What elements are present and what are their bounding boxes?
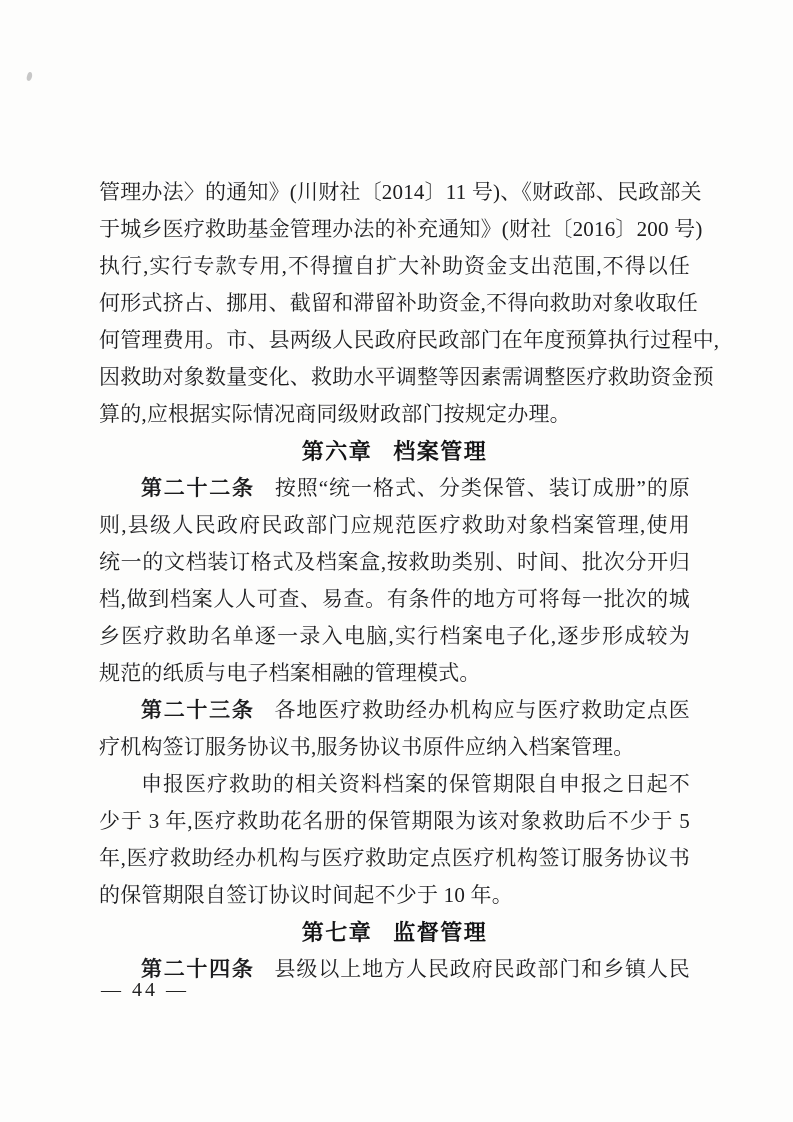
article-text: 各地医疗救助经办机构应与医疗救助定点医 — [274, 698, 690, 722]
text-line — [99, 692, 690, 729]
chapter-title: 监督管理 — [393, 920, 488, 945]
text-line: 因救助对象数量变化、救助水平调整等因素需调整医疗救助资金预 — [99, 365, 714, 389]
text-line — [99, 470, 690, 507]
article-number: 第二十四条 — [141, 958, 255, 981]
chapter-number: 第七章 — [301, 920, 373, 945]
text-line: 疗机构签订服务协议书,服务协议书原件应纳入档案管理。 — [99, 735, 635, 759]
chapter-number: 第六章 — [301, 439, 373, 464]
text-line: 的保管期限自签订协议时间起不少于 10 年。 — [99, 883, 513, 907]
page-number: — 44 — — [101, 979, 189, 1001]
text-line: 执行,实行专款专用,不得擅自扩大补助资金支出范围,不得以任 — [99, 254, 690, 278]
text-line: 何形式挤占、挪用、截留和滞留补助资金,不得向救助对象收取任 — [99, 291, 699, 315]
text-line: 算的,应根据实际情况商同级财政部门按规定办理。 — [99, 402, 571, 426]
article-text: 按照“统一格式、分类保管、装订成册”的原 — [274, 476, 691, 500]
text-line: 申报医疗救助的相关资料档案的保管期限自申报之日起不 — [141, 772, 690, 796]
article-text: 县级以上地方人民政府民政部门和乡镇人民 — [274, 957, 690, 981]
chapter-heading-archive-management — [99, 433, 690, 470]
document-text-block — [99, 174, 720, 988]
text-line: 于城乡医疗救助基金管理办法的补充通知》(财社〔2016〕200 号) — [99, 217, 703, 241]
text-line: 少于 3 年,医疗救助花名册的保管期限为该对象救助后不少于 5 — [99, 809, 690, 833]
text-line: 何管理费用。市、县两级人民政府民政部门在年度预算执行过程中, — [99, 328, 720, 352]
text-line: 则,县级人民政府民政部门应规范医疗救助对象档案管理,使用 — [99, 513, 690, 537]
text-line: 年,医疗救助经办机构与医疗救助定点医疗机构签订服务协议书 — [99, 846, 690, 870]
text-line: 统一的文档装订格式及档案盒,按救助类别、时间、批次分开归 — [99, 550, 690, 574]
article-number: 第二十二条 — [141, 477, 255, 500]
text-line: 档,做到档案人人可查、易查。有条件的地方可将每一批次的城 — [99, 587, 690, 611]
text-line: 规范的纸质与电子档案相融的管理模式。 — [99, 661, 481, 685]
text-line: 管理办法〉的通知》(川财社〔2014〕11 号)、《财政部、民政部关 — [99, 180, 702, 204]
text-line: 乡医疗救助名单逐一录入电脑,实行档案电子化,逐步形成较为 — [99, 624, 690, 648]
chapter-heading-supervision-management — [99, 914, 690, 951]
article-number: 第二十三条 — [141, 699, 255, 722]
chapter-title: 档案管理 — [393, 439, 488, 464]
scan-artifact — [26, 71, 34, 81]
